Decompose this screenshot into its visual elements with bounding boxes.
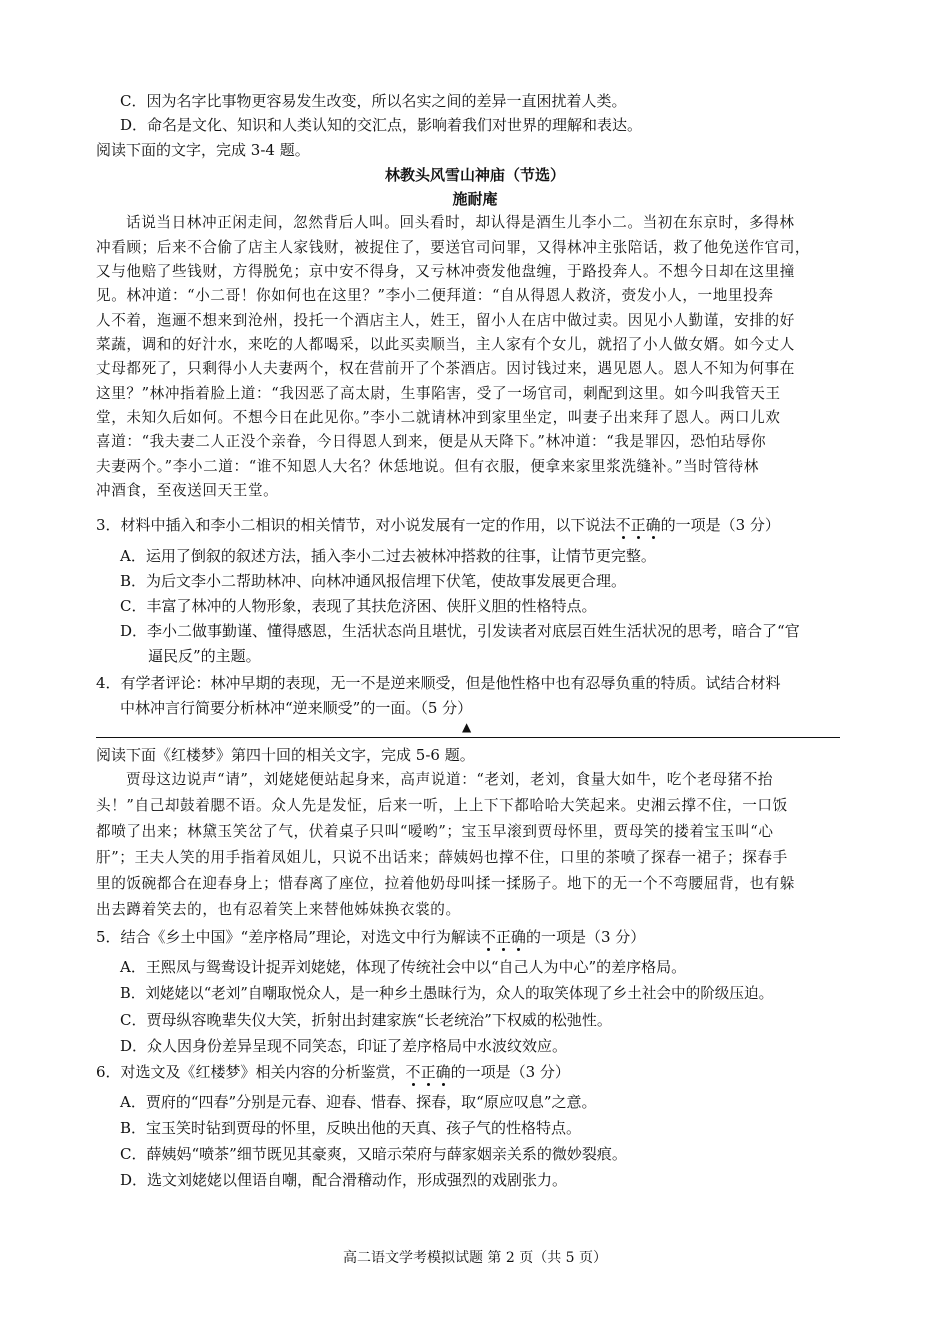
passage-line: 贾母这边说声“请”，刘姥姥便站起身来，高声说道：“老刘，老刘，食量大如牛，吃个老母猪不抬: [126, 771, 774, 788]
passage-author: 施耐庵: [452, 190, 498, 208]
passage-line: 夫妻两个。”李小二道：“谁不知恩人大名？休恁地说。但有衣服，便拿来家里浆洗缝补。”当时管待林: [96, 458, 759, 475]
emphasis-char: 确: [435, 1063, 451, 1081]
q3-option-a: A．运用了倒叙的叙述方法，插入李小二过去被林冲搭救的往事，让情节更完整。: [120, 547, 656, 565]
passage-line: 菜蔬，调和的好汁水，来吃的人都喝采，以此买卖顺当，主人家有个女儿，就招了小人做女婿。如今丈人: [96, 336, 795, 353]
passage-line: 这里？”林冲指着脸上道：“我因恶了高太尉，生事陷害，受了一场官司，刺配到这里。如今叫我管天王: [96, 385, 781, 402]
q5-option-b: B．刘姥姥以“老刘”自嘲取悦众人，是一种乡土愚昧行为，众人的取笑体现了乡土社会中的阶级压迫。: [120, 985, 774, 1002]
section-intro-3-4: 阅读下面的文字，完成 3-4 题。: [96, 141, 310, 159]
emphasis-char: 确: [510, 928, 526, 946]
passage-line: 见。林冲道：“小二哥！你如何也在这里？”李小二便拜道：“自从得恩人救济，赍发小人，一地里投奔: [96, 287, 774, 304]
passage-line: 喜道：“我夫妻二人正没个亲眷，今日得恩人到来，便是从天降下。”林冲道：“我是罪囚，恐怕玷辱你: [96, 433, 767, 450]
passage-line: 冲酒食，至夜送回天王堂。: [96, 482, 279, 499]
passage-title: 林教头风雪山神庙（节选）: [384, 166, 565, 184]
stem-text: 的一项是（3 分）: [450, 1063, 570, 1081]
emphasis-char: 正: [495, 928, 511, 946]
emphasis-char: 不: [405, 1063, 421, 1081]
q3-option-d-cont: 逼民反”的主题。: [148, 647, 261, 665]
emphasis-char: 不: [480, 928, 496, 946]
passage-line: 丈母都死了，只剩得小人夫妻两个，权在营前开了个茶酒店。因讨钱过来，遇见恩人。恩人不知为何事在: [96, 360, 795, 377]
passage-line: 冲看顾；后来不合偷了店主人家钱财，被捉住了，要送官司问罪，又得林冲主张陪话，救了他免送作官司，: [96, 239, 811, 256]
passage-line: 堂，未知久后如何。不想今日在此见你。”李小二就请林冲到家里坐定，叫妻子出来拜了恩人。两口儿欢: [96, 409, 781, 426]
passage-line: 里的饭碗都合在迎春身上；惜春离了座位，拉着他奶母叫揉一揉肠子。地下的无一个不弯腰屈背，也有躲: [96, 875, 795, 892]
passage-line: 头！”自己却鼓着腮不语。众人先是发怔，后来一听，上上下下都哈哈大笑起来。史湘云撑不住，一口饭: [96, 797, 788, 814]
q3-option-d: D．李小二做事勤谨、懂得感恩，生活状态尚且堪忧，引发读者对底层百姓生活状况的思考，暗合了“官: [120, 622, 800, 640]
question-4-stem: 4．有学者评论：林冲早期的表现，无一不是逆来顺受，但是他性格中也有忍辱负重的特质。试结合材料: [96, 674, 781, 692]
prev-option-c: C．因为名字比事物更容易发生改变，所以名实之间的差异一直困扰着人类。: [120, 92, 627, 110]
emphasis-char: 不: [615, 516, 631, 534]
emphasis-char: 正: [420, 1063, 436, 1081]
stem-text: 的一项是（3 分）: [525, 928, 646, 946]
stem-text: 3．材料中插入和李小二相识的相关情节，对小说发展有一定的作用，以下说法: [96, 516, 616, 534]
question-4-stem-cont: 中林冲言行简要分析林冲“逆来顺受”的一面。（5 分）: [120, 699, 473, 717]
q5-option-c: C．贾母纵容晚辈失仪大笑，折射出封建家族“长老统治”下权威的松弛性。: [120, 1011, 612, 1029]
answer-area-triangle-icon: ▲: [462, 720, 472, 734]
stem-text: 6．对选文及《红楼梦》相关内容的分析鉴赏，: [96, 1063, 406, 1081]
q6-option-d: D．选文刘姥姥以俚语自嘲，配合滑稽动作，形成强烈的戏剧张力。: [120, 1171, 568, 1189]
q3-option-b: B．为后文李小二帮助林冲、向林冲通风报信埋下伏笔，使故事发展更合理。: [120, 572, 627, 590]
passage-line: 肝”；王夫人笑的用手指着凤姐儿，只说不出话来；薛姨妈也撑不住，口里的茶喷了探春一裙子；探春手: [96, 849, 788, 866]
question-5-stem: [96, 927, 950, 947]
passage-line: 话说当日林冲正闲走间，忽然背后人叫。回头看时，却认得是酒生儿李小二。当初在东京时，多得林: [126, 214, 795, 231]
page-footer: 高二语文学考模拟试题 第 2 页（共 5 页）: [342, 1250, 608, 1266]
emphasis-char: 确: [645, 516, 661, 534]
section-intro-5-6: 阅读下面《红楼梦》第四十回的相关文字，完成 5-6 题。: [96, 746, 475, 764]
section-divider: [96, 737, 840, 738]
passage-line: 出去蹲着笑去的，也有忍着笑上来替他姊妹换衣裳的。: [96, 901, 461, 918]
stem-text: 5．结合《乡土中国》“差序格局”理论，对选文中行为解读: [96, 928, 481, 946]
question-3-stem: [96, 515, 950, 535]
emphasis-char: 正: [630, 516, 646, 534]
q3-option-c: C．丰富了林冲的人物形象，表现了其扶危济困、侠肝义胆的性格特点。: [120, 597, 597, 615]
prev-option-d: D．命名是文化、知识和人类认知的交汇点，影响着我们对世界的理解和表达。: [120, 116, 643, 134]
question-6-stem: [96, 1062, 950, 1082]
q5-option-a: A．王熙凤与鸳鸯设计捉弄刘姥姥，体现了传统社会中以“自己人为中心”的差序格局。: [120, 958, 687, 976]
q6-option-c: C．薛姨妈“喷茶”细节既见其豪爽，又暗示荣府与薛家姻亲关系的微妙裂痕。: [120, 1145, 627, 1163]
passage-line: 都喷了出来；林黛玉笑岔了气，伏着桌子只叫“嗳哟”；宝玉早滚到贾母怀里，贾母笑的搂着宝玉叫“心: [96, 823, 774, 840]
passage-line: 又与他赔了些钱财，方得脱免；京中安不得身，又亏林冲赍发他盘缠，于路投奔人。不想今日却在这里撞: [96, 263, 795, 280]
q5-option-d: D．众人因身份差异呈现不同笑态，印证了差序格局中水波纹效应。: [120, 1037, 568, 1055]
q6-option-b: B．宝玉笑时钻到贾母的怀里，反映出他的天真、孩子气的性格特点。: [120, 1119, 582, 1137]
stem-text: 的一项是（3 分）: [660, 516, 780, 534]
passage-line: 人不着，迤逦不想来到沧州，投托一个酒店主人，姓王，留小人在店中做过卖。因见小人勤谨，安排的好: [96, 312, 795, 329]
q6-option-a: A．贾府的“四春”分别是元春、迎春、惜春、探春，取“原应叹息”之意。: [120, 1093, 597, 1111]
